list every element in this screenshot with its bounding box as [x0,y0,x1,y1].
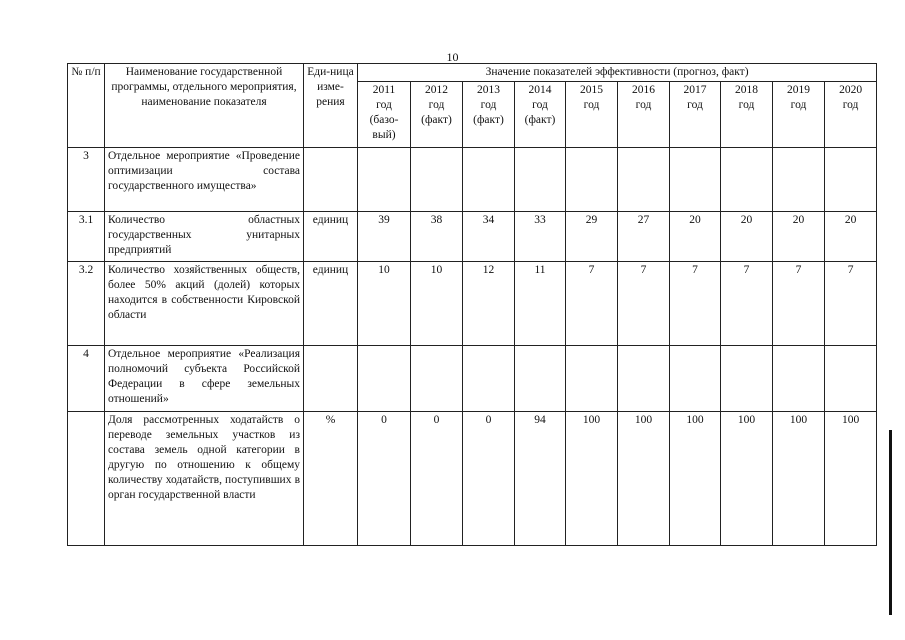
value-cell [670,346,721,412]
year-type: год (факт) [524,99,556,126]
value-cell [358,346,411,412]
year-type: год [635,99,652,111]
value-cell: 7 [721,262,773,346]
header-name: Наименование государственной программы, отдельного мероприятия, наименование показателя [105,64,304,148]
row-number: 3.1 [68,212,105,262]
header-year [358,82,411,148]
value-cell: 20 [825,212,877,262]
row-name: Отдельное мероприятие «Проведение оптимизации состава государственного имущества» [105,148,304,212]
value-cell: 20 [773,212,825,262]
row-name: Количество областных государственных унитарных предприятий [105,212,304,262]
row-unit: единиц [304,212,358,262]
table-row [68,412,877,546]
value-cell: 0 [463,412,515,546]
scan-edge-mark [889,430,892,615]
value-cell [618,148,670,212]
value-cell: 7 [618,262,670,346]
value-cell [825,346,877,412]
row-number: 3.2 [68,262,105,346]
row-name: Доля рассмотренных ходатайств о переводе земельных участков из состава земель одной категории в другую по отношению к общему количеству ходатайств, поступивших в орган государственной власти [105,412,304,546]
header-year [670,82,721,148]
value-cell: 7 [670,262,721,346]
value-cell: 7 [825,262,877,346]
row-number: 4 [68,346,105,412]
row-unit [304,346,358,412]
row-number [68,412,105,546]
year-type: год [738,99,755,111]
header-year [773,82,825,148]
table-row [68,148,877,212]
header-unit: Еди-ница изме-рения [304,64,358,148]
value-cell: 100 [566,412,618,546]
row-unit: единиц [304,262,358,346]
year-label: 2016 [632,84,655,96]
value-cell: 20 [670,212,721,262]
value-cell: 38 [411,212,463,262]
value-cell [463,346,515,412]
year-label: 2012 [425,84,448,96]
value-cell: 7 [566,262,618,346]
year-label: 2020 [839,84,863,96]
table-row [68,212,877,262]
value-cell: 100 [721,412,773,546]
value-cell: 10 [411,262,463,346]
header-year [463,82,515,148]
row-name: Отдельное мероприятие «Реализация полномочий субъекта Российской Федерации в сфере земельных отношений» [105,346,304,412]
header-year [411,82,463,148]
value-cell: 33 [515,212,566,262]
value-cell: 100 [618,412,670,546]
value-cell: 12 [463,262,515,346]
value-cell: 100 [773,412,825,546]
value-cell: 29 [566,212,618,262]
header-year [618,82,670,148]
row-unit [304,148,358,212]
year-type: год (базо-вый) [369,99,399,141]
value-cell [825,148,877,212]
header-year [721,82,773,148]
year-label: 2017 [683,84,707,96]
value-cell [463,148,515,212]
year-label: 2015 [580,84,603,96]
year-type: год [687,99,703,111]
value-cell: 100 [670,412,721,546]
year-label: 2013 [477,84,500,96]
value-cell [358,148,411,212]
year-type: год [842,99,859,111]
value-cell [515,148,566,212]
value-cell [566,148,618,212]
year-type: год [790,99,807,111]
value-cell: 10 [358,262,411,346]
value-cell: 0 [358,412,411,546]
value-cell [515,346,566,412]
value-cell: 11 [515,262,566,346]
row-number: 3 [68,148,105,212]
year-type: год (факт) [421,99,452,126]
header-year [515,82,566,148]
year-label: 2014 [528,84,552,96]
value-cell: 7 [773,262,825,346]
value-cell: 94 [515,412,566,546]
value-cell [618,346,670,412]
header-year [566,82,618,148]
value-cell: 20 [721,212,773,262]
header-values-title: Значение показателей эффективности (прогноз, факт) [358,64,877,82]
year-label: 2019 [787,84,810,96]
value-cell: 100 [825,412,877,546]
value-cell [566,346,618,412]
year-type: год [583,99,600,111]
header-year [825,82,877,148]
value-cell [773,148,825,212]
year-label: 2018 [735,84,758,96]
page-number: 10 [446,50,459,64]
value-cell: 27 [618,212,670,262]
value-cell: 39 [358,212,411,262]
value-cell: 0 [411,412,463,546]
table-row [68,346,877,412]
performance-indicators-table [67,63,877,546]
row-name: Количество хозяйственных обществ, более 50% акций (долей) которых находится в собственности Кировской области [105,262,304,346]
value-cell [411,148,463,212]
row-unit: % [304,412,358,546]
value-cell [670,148,721,212]
header-num: № п/п [68,64,105,148]
table-row [68,262,877,346]
value-cell [721,346,773,412]
value-cell: 34 [463,212,515,262]
year-label: 2011 [372,84,396,96]
value-cell [773,346,825,412]
value-cell [411,346,463,412]
year-type: год (факт) [473,99,504,126]
value-cell [721,148,773,212]
